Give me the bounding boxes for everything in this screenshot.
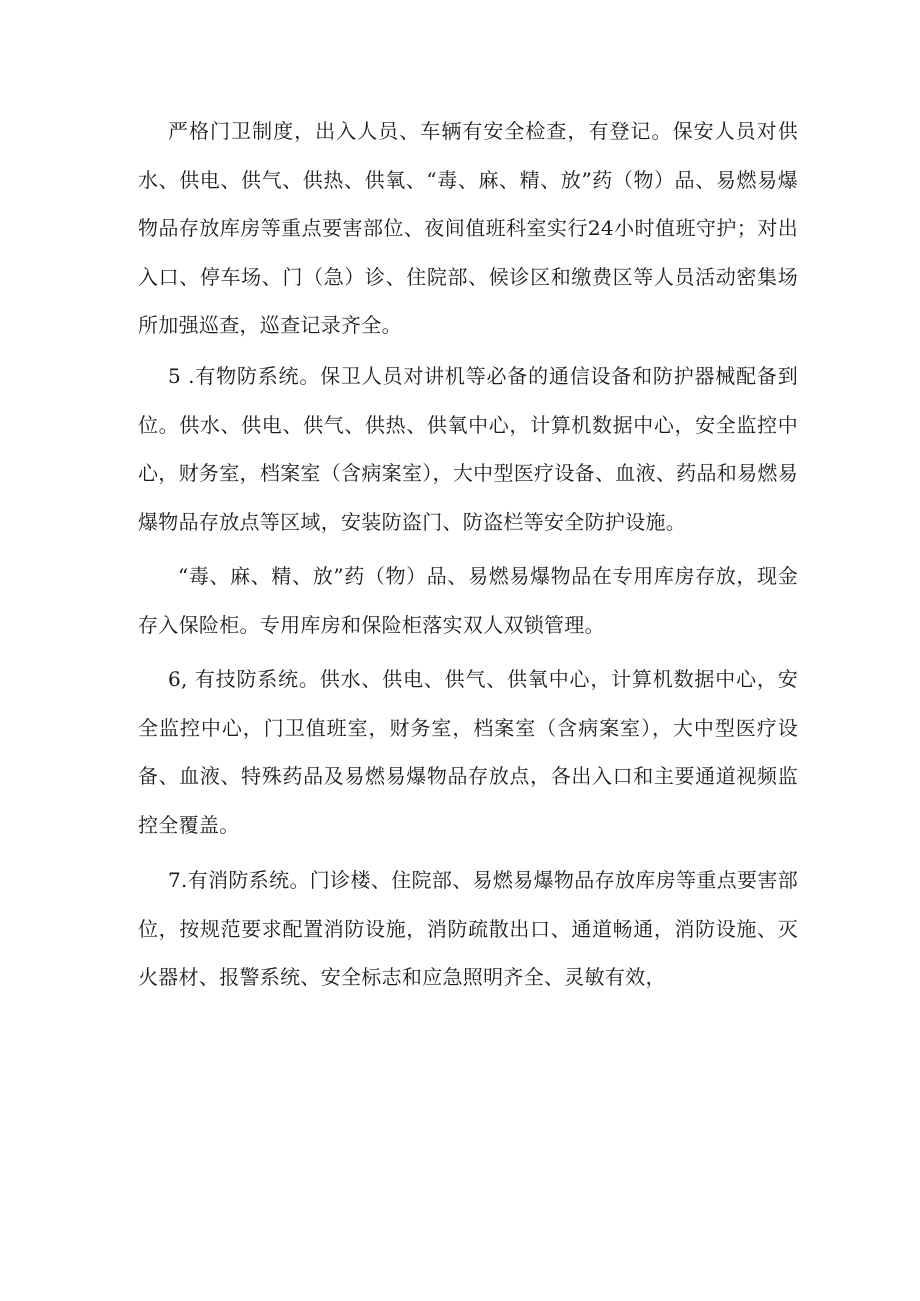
paragraph-storage: “毒、麻、精、放”药（物）品、易燃易爆物品在专用库房存放，现金存入保险柜。专用库房和保险柜落实双人双锁管理。 (138, 564, 798, 637)
paragraph-technical-defense: 6, 有技防系统。供水、供电、供气、供氧中心，计算机数据中心，安全监控中心，门卫值班室，财务室，档案室（含病案室），大中型医疗设备、血液、特殊药品及易燃易爆物品存放点，各出入口和主要通道视频监控全覆盖。 (138, 667, 798, 837)
paragraph-fire-protection: 7.有消防系统。门诊楼、住院部、易燃易爆物品存放库房等重点要害部位，按规范要求配置消防设施，消防疏散出口、通道畅通，消防设施、灭火器材、报警系统、安全标志和应急照明齐全、灵敏有效， (138, 868, 798, 989)
paragraph-security-guard: 严格门卫制度，出入人员、车辆有安全检查，有登记。保安人员对供水、供电、供气、供热、供氧、“毒、麻、精、放”药（物）品、易燃易爆物品存放库房等重点要害部位、夜间值班科室实行24小时值班守护；对出入口、停车场、门（急）诊、住院部、候诊区和缴费区等人员活动密集场所加强巡查，巡查记录齐全。 (138, 119, 798, 337)
paragraph-physical-defense: 5 .有物防系统。保卫人员对讲机等必备的通信设备和防护器械配备到位。供水、供电、供气、供热、供氧中心，计算机数据中心，安全监控中心，财务室，档案室（含病案室），大中型医疗设备、血液、药品和易燃易爆物品存放点等区域，安装防盗门、防盗栏等安全防护设施。 (138, 364, 798, 534)
